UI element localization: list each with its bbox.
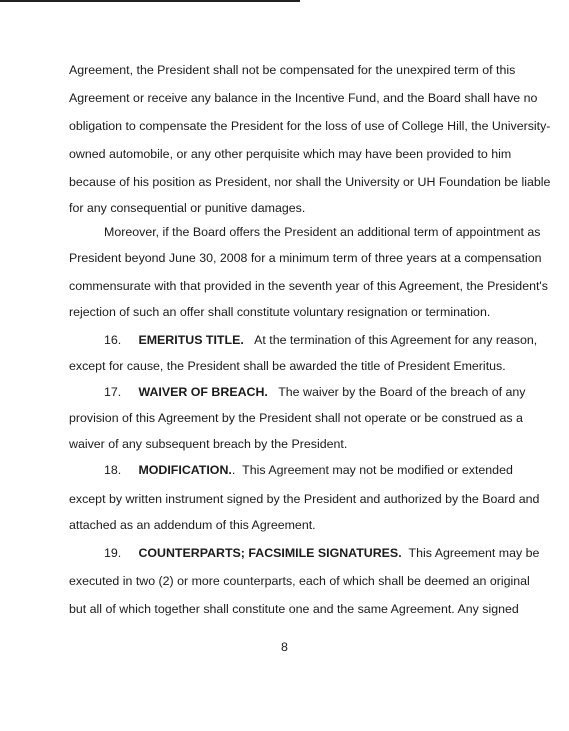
text-line: Moreover, if the Board offers the President an additional term of appointment as [104,225,541,239]
section-heading: EMERITUS TITLE. [138,333,244,347]
section-first-line: 18. MODIFICATION.. This Agreement may not be modified or extended [104,463,513,477]
text-line: except by written instrument signed by the President and authorized by the Board and [69,492,540,506]
text-line: waiver of any subsequent breach by the President. [69,437,348,451]
text-line: owned automobile, or any other perquisite which may have been provided to him [69,147,512,161]
text-line: President beyond June 30, 2008 for a minimum term of three years at a compensation [69,251,542,265]
page-number: 8 [281,640,288,654]
section-number: 16. [104,333,122,347]
text-line: for any consequential or punitive damages. [69,201,306,215]
text-line: executed in two (2) or more counterparts, each of which shall be deemed an original [69,574,530,588]
section-heading: COUNTERPARTS; FACSIMILE SIGNATURES. [138,546,402,560]
section-first-line [104,546,539,560]
text-line: Agreement or receive any balance in the Incentive Fund, and the Board shall have no [69,91,538,105]
text-line: obligation to compensate the President for the loss of use of College Hill, the University- [69,119,551,133]
section-text: At the termination of this Agreement for any reason, [254,333,538,347]
text-line: Agreement, the President shall not be compensated for the unexpired term of this [69,63,516,77]
section-text: The waiver by the Board of the breach of any [278,385,526,399]
text-line: because of his position as President, nor shall the University or UH Foundation be liable [69,175,551,189]
top-rule [0,0,300,2]
text-line: rejection of such an offer shall constitute voluntary resignation or termination. [69,305,491,319]
section-first-line [104,333,537,347]
text-line: commensurate with that provided in the seventh year of this Agreement, the President's [69,279,548,293]
text-line: except for cause, the President shall be awarded the title of President Emeritus. [69,359,506,373]
text-line: attached as an addendum of this Agreement. [69,518,316,532]
section-number: 17. [104,385,122,399]
text-line: but all of which together shall constitute one and the same Agreement. Any signed [69,602,519,616]
section-number: 19. [104,546,122,560]
section-heading: WAIVER OF BREACH. [138,385,268,399]
section-number: 18. [104,463,122,477]
section-text: This Agreement may be [408,546,540,560]
section-first-line [104,385,525,399]
text-line: provision of this Agreement by the President shall not operate or be construed as a [69,411,523,425]
section-text: This Agreement may not be modified or extended [242,463,513,477]
section-heading: MODIFICATION. [138,463,232,477]
